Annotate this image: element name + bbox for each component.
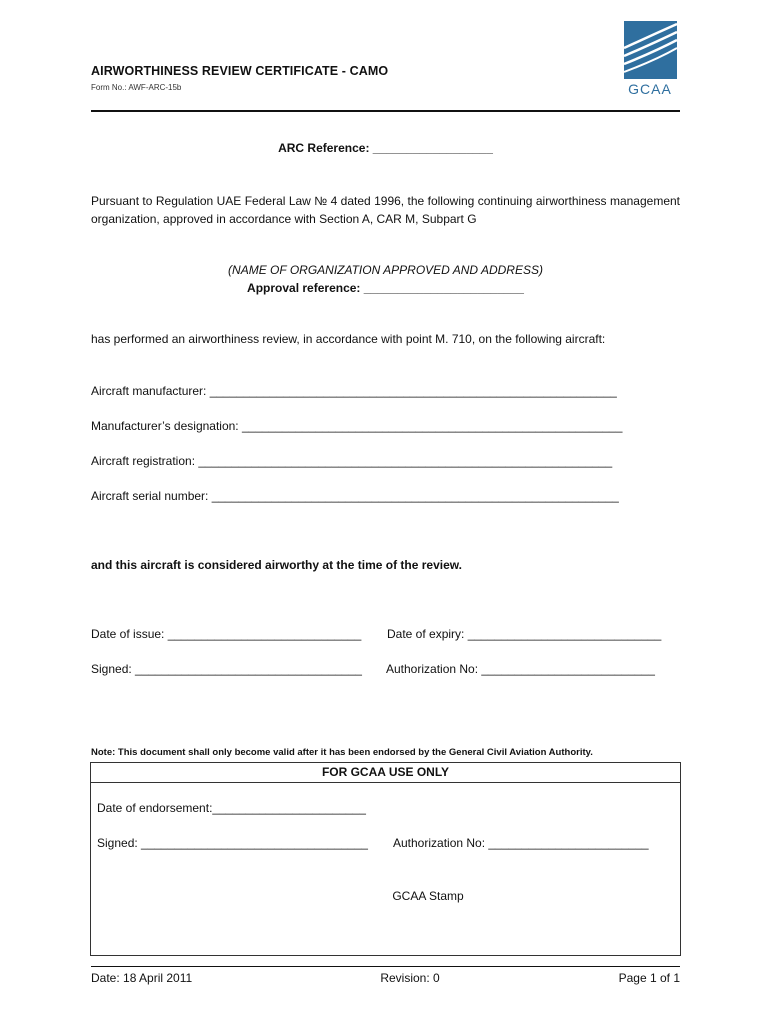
review-statement: has performed an airworthiness review, in accordance with point M. 710, on the following aircraft: <box>91 332 606 346</box>
organization-name-placeholder: (NAME OF ORGANIZATION APPROVED AND ADDRESS) <box>228 263 543 277</box>
gcaa-logo-icon <box>620 18 680 98</box>
gcaa-authorization-number-field: Authorization No: ________________________ <box>393 836 649 850</box>
validity-note: Note: This document shall only become valid after it has been endorsed by the General Civil Aviation Authority. <box>91 747 593 758</box>
signed-field: Signed: __________________________________ <box>91 662 362 676</box>
aircraft-registration-field: Aircraft registration: ______________________________________________________________ <box>91 454 613 468</box>
authorization-number-field: Authorization No: __________________________ <box>386 662 655 676</box>
date-of-issue-field: Date of issue: _____________________________ <box>91 627 362 641</box>
form-number: Form No.: AWF-ARC-15b <box>91 83 182 92</box>
document-title: AIRWORTHINESS REVIEW CERTIFICATE - CAMO <box>91 64 389 78</box>
aircraft-manufacturer-field: Aircraft manufacturer: _____________________________________________________________ <box>91 384 617 398</box>
footer-revision: Revision: 0 <box>380 971 440 985</box>
airworthy-statement: and this aircraft is considered airworthy at the time of the review. <box>91 558 462 572</box>
date-of-expiry-field: Date of expiry: _____________________________ <box>387 627 662 641</box>
footer-date: Date: 18 April 2011 <box>91 971 193 985</box>
gcaa-signed-field: Signed: __________________________________ <box>97 836 368 850</box>
svg-text:GCAA: GCAA <box>628 81 672 97</box>
header-divider <box>91 110 680 112</box>
footer-divider <box>91 966 680 967</box>
gcaa-stamp-label: GCAA Stamp <box>392 889 464 903</box>
approval-reference: Approval reference: ________________________ <box>247 281 524 295</box>
gcaa-use-only-box <box>90 762 681 956</box>
arc-reference: ARC Reference: __________________ <box>278 141 493 155</box>
gcaa-logo <box>620 18 680 98</box>
manufacturer-designation-field: Manufacturer’s designation: _________________________________________________________ <box>91 419 623 433</box>
aircraft-serial-number-field: Aircraft serial number: _____________________________________________________________ <box>91 489 619 503</box>
gcaa-box-heading: FOR GCAA USE ONLY <box>91 763 680 783</box>
intro-paragraph: Pursuant to Regulation UAE Federal Law № 4 dated 1996, the following continuing airworthiness management organization, approved in accordance with Section A, CAR M, Subpart G <box>91 194 680 226</box>
footer-page-number: Page 1 of 1 <box>618 971 680 985</box>
date-of-endorsement-field: Date of endorsement:_______________________ <box>97 801 366 815</box>
